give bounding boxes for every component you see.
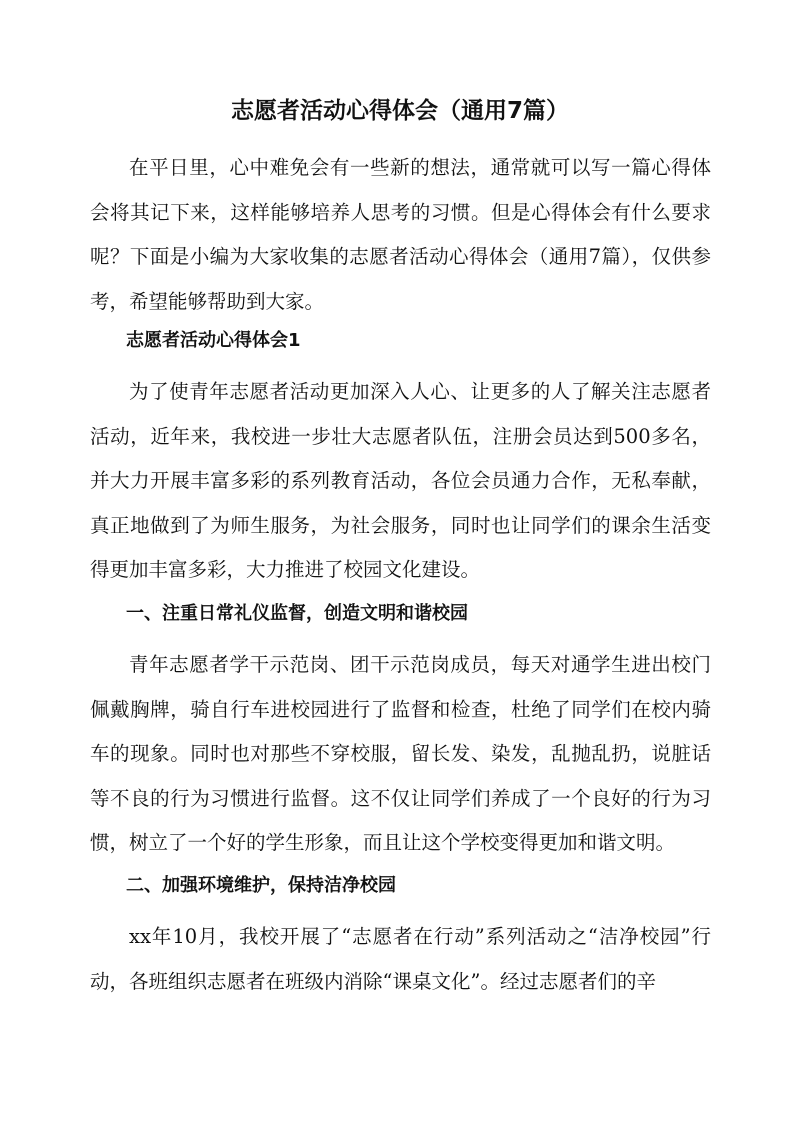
heading-2: 二、加强环境维护，保持洁净校园 bbox=[126, 875, 396, 896]
heading-1-paragraph: 青年志愿者学干示范岗、团干示范岗成员，每天对通学生进出校门佩戴胸牌，骑自行车进校园进行了监督和检查，杜绝了同学们在校内骑车的现象。同时也对那些不穿校服，留长发、染发，乱抛乱扔，说脏话等不良的行为习惯进行监督。这不仅让同学们养成了一个良好的行为习惯，树立了一个好的学生形象，而且让这个学校变得更加和谐文明。 bbox=[90, 653, 711, 854]
section-1-title: 志愿者活动心得体会1 bbox=[126, 330, 301, 351]
heading-2-paragraph: xx年10月，我校开展了“志愿者在行动”系列活动之“洁净校园”行动，各班组织志愿者在班级内消除“课桌文化”。经过志愿者们的辛 bbox=[90, 925, 711, 993]
intro-paragraph: 在平日里，心中难免会有一些新的想法，通常就可以写一篇心得体会将其记下来，这样能够培养人思考的习惯。但是心得体会有什么要求呢？下面是小编为大家收集的志愿者活动心得体会（通用7篇），仅供参考，希望能够帮助到大家。 bbox=[90, 156, 711, 313]
section-1-paragraph: 为了使青年志愿者活动更加深入人心、让更多的人了解关注志愿者活动，近年来，我校进一步壮大志愿者队伍，注册会员达到500多名，并大力开展丰富多彩的系列教育活动，各位会员通力合作，无私奉献，真正地做到了为师生服务，为社会服务，同时也让同学们的课余生活变得更加丰富多彩，大力推进了校园文化建设。 bbox=[90, 380, 711, 581]
document-title: 志愿者活动心得体会（通用7篇） bbox=[230, 98, 569, 124]
heading-1: 一、注重日常礼仪监督，创造文明和谐校园 bbox=[126, 603, 468, 624]
